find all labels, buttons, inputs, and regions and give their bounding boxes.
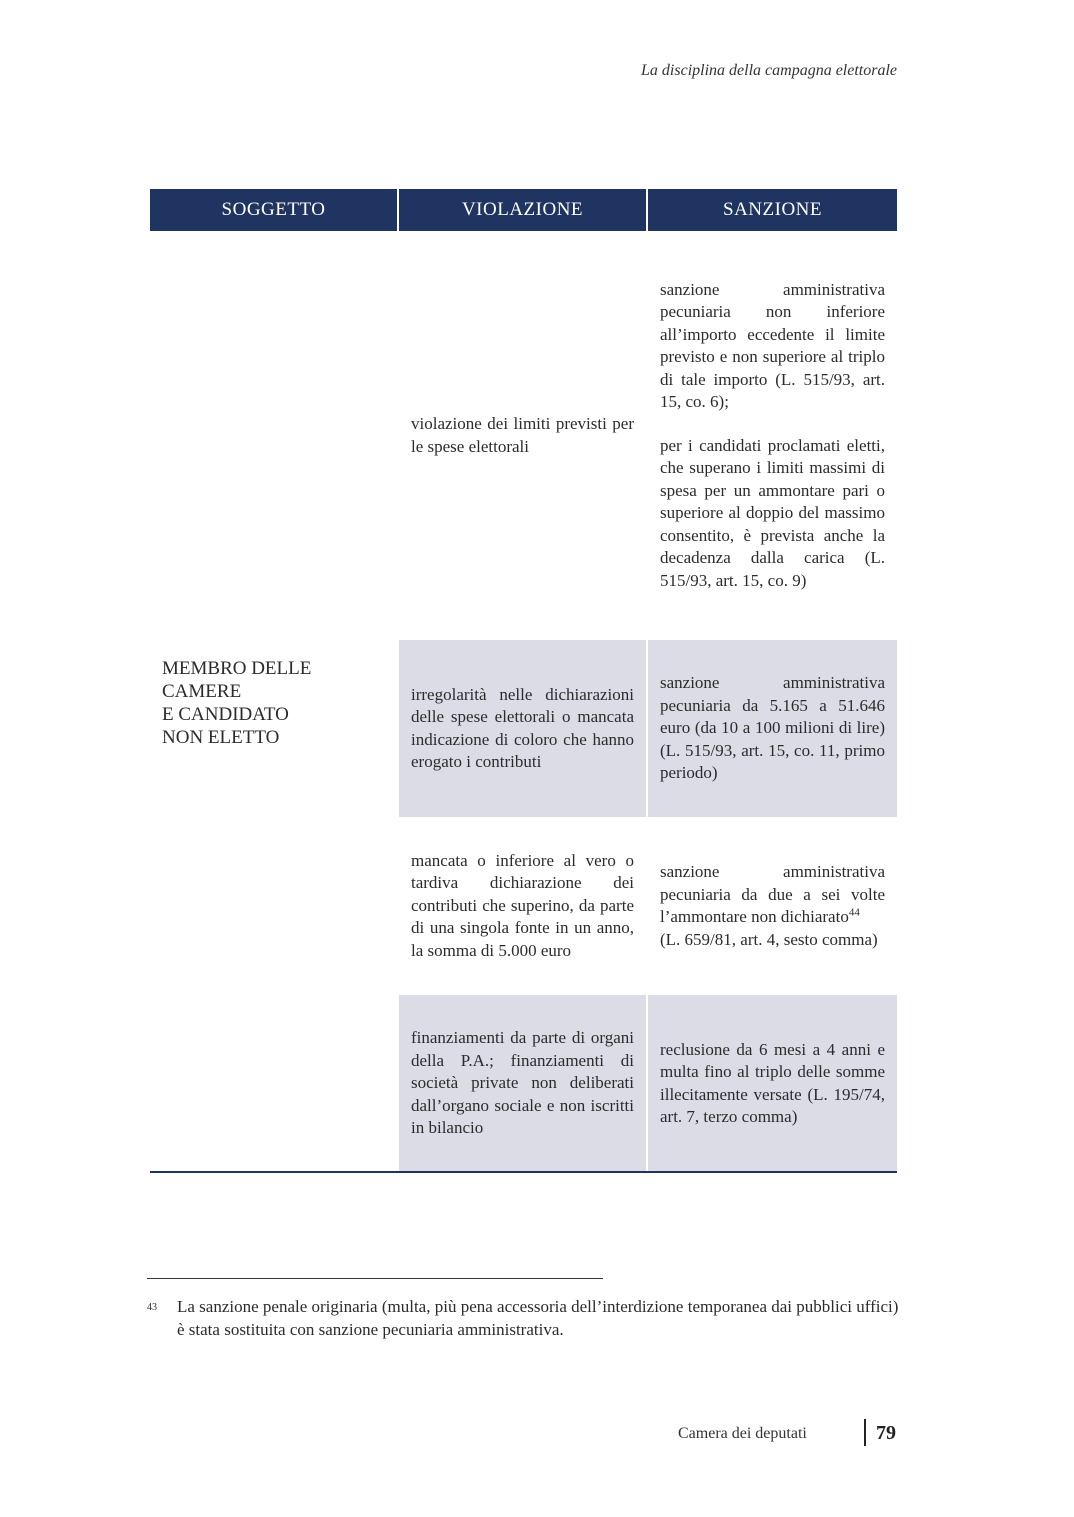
violazione-text: irregolarità nelle dichiarazioni delle spese elettorali o mancata indicazione di coloro che hanno erogato i contributi xyxy=(411,684,634,771)
table-row xyxy=(399,640,897,817)
violazione-text: violazione dei limiti previsti per le spese elettorali xyxy=(411,414,634,456)
table-body xyxy=(150,231,897,1172)
header-soggetto: SOGGETTO xyxy=(150,189,399,231)
violazione-text: mancata o inferiore al vero o tardiva dichiarazione dei contributi che superino, da parte di una singola fonte in un anno, la somma di 5.000 euro xyxy=(411,850,634,960)
sanzione-text xyxy=(660,861,885,929)
table-rows xyxy=(399,231,897,1172)
sanzione-text: (L. 659/81, art. 4, sesto comma) xyxy=(660,929,878,949)
running-head: La disciplina della campagna elettorale xyxy=(641,62,897,79)
sanzione-text: sanzione amministrativa pecuniaria non inferiore all’importo eccedente il limite previsto e non superiore al triplo di tale importo (L. 515/93, art. 15, co. 6); xyxy=(660,279,885,412)
footnote-ref: 44 xyxy=(848,906,860,919)
header-sanzione: SANZIONE xyxy=(648,189,897,231)
violazione-cell xyxy=(399,995,648,1172)
footnote xyxy=(147,1295,899,1341)
sanzione-text: reclusione da 6 mesi a 4 anni e multa fino al triplo delle somme illecitamente versate (L. 195/74, art. 7, terzo comma) xyxy=(660,1039,885,1126)
sanctions-table xyxy=(150,189,897,1172)
footer-divider xyxy=(864,1419,866,1446)
sanzione-cell xyxy=(648,995,897,1172)
sanzione-cell xyxy=(648,231,897,640)
violazione-cell xyxy=(399,640,648,817)
footnote-divider xyxy=(147,1278,603,1279)
violazione-cell xyxy=(399,231,648,640)
table-row xyxy=(399,995,897,1172)
violazione-cell xyxy=(399,817,648,995)
footnote-number: 43 xyxy=(147,1302,157,1313)
page-number: 79 xyxy=(876,1422,896,1444)
table-row xyxy=(399,817,897,995)
sanzione-cell xyxy=(648,640,897,817)
sanzione-cell xyxy=(648,817,897,995)
soggetto-column xyxy=(150,231,399,1172)
sanzione-text: per i candidati proclamati eletti, che superano i limiti massimi di spesa per un ammontare pari o superiore al doppio del massimo consentito, è prevista anche la decadenza dalla carica (L. 515/93, art. 15, co. 9) xyxy=(660,435,885,590)
soggetto-cell: MEMBRO DELLE CAMERE E CANDIDATO NON ELETTO xyxy=(162,658,312,748)
table-row xyxy=(399,231,897,640)
footer-publisher: Camera dei deputati xyxy=(678,1425,807,1442)
footnote-text: La sanzione penale originaria (multa, più pena accessoria dell’interdizione temporanea dai pubblici uffici) è stata sostituita con sanzione pecuniaria amministrativa. xyxy=(177,1297,899,1339)
violazione-text: finanziamenti da parte di organi della P.A.; finanziamenti di società private non deliberati dall’organo sociale e non iscritti in bilancio xyxy=(411,1028,634,1138)
table-header xyxy=(150,189,897,231)
header-violazione: VIOLAZIONE xyxy=(399,189,648,231)
sanzione-text: sanzione amministrativa pecuniaria da 5.165 a 51.646 euro (da 10 a 100 milioni di lire) (L. 515/93, art. 15, co. 11, primo periodo) xyxy=(660,673,885,783)
sanzione-text-part: sanzione amministrativa pecuniaria da due a sei volte l’ammontare non dichiarato xyxy=(660,862,885,926)
table-bottom-rule xyxy=(150,1171,897,1173)
